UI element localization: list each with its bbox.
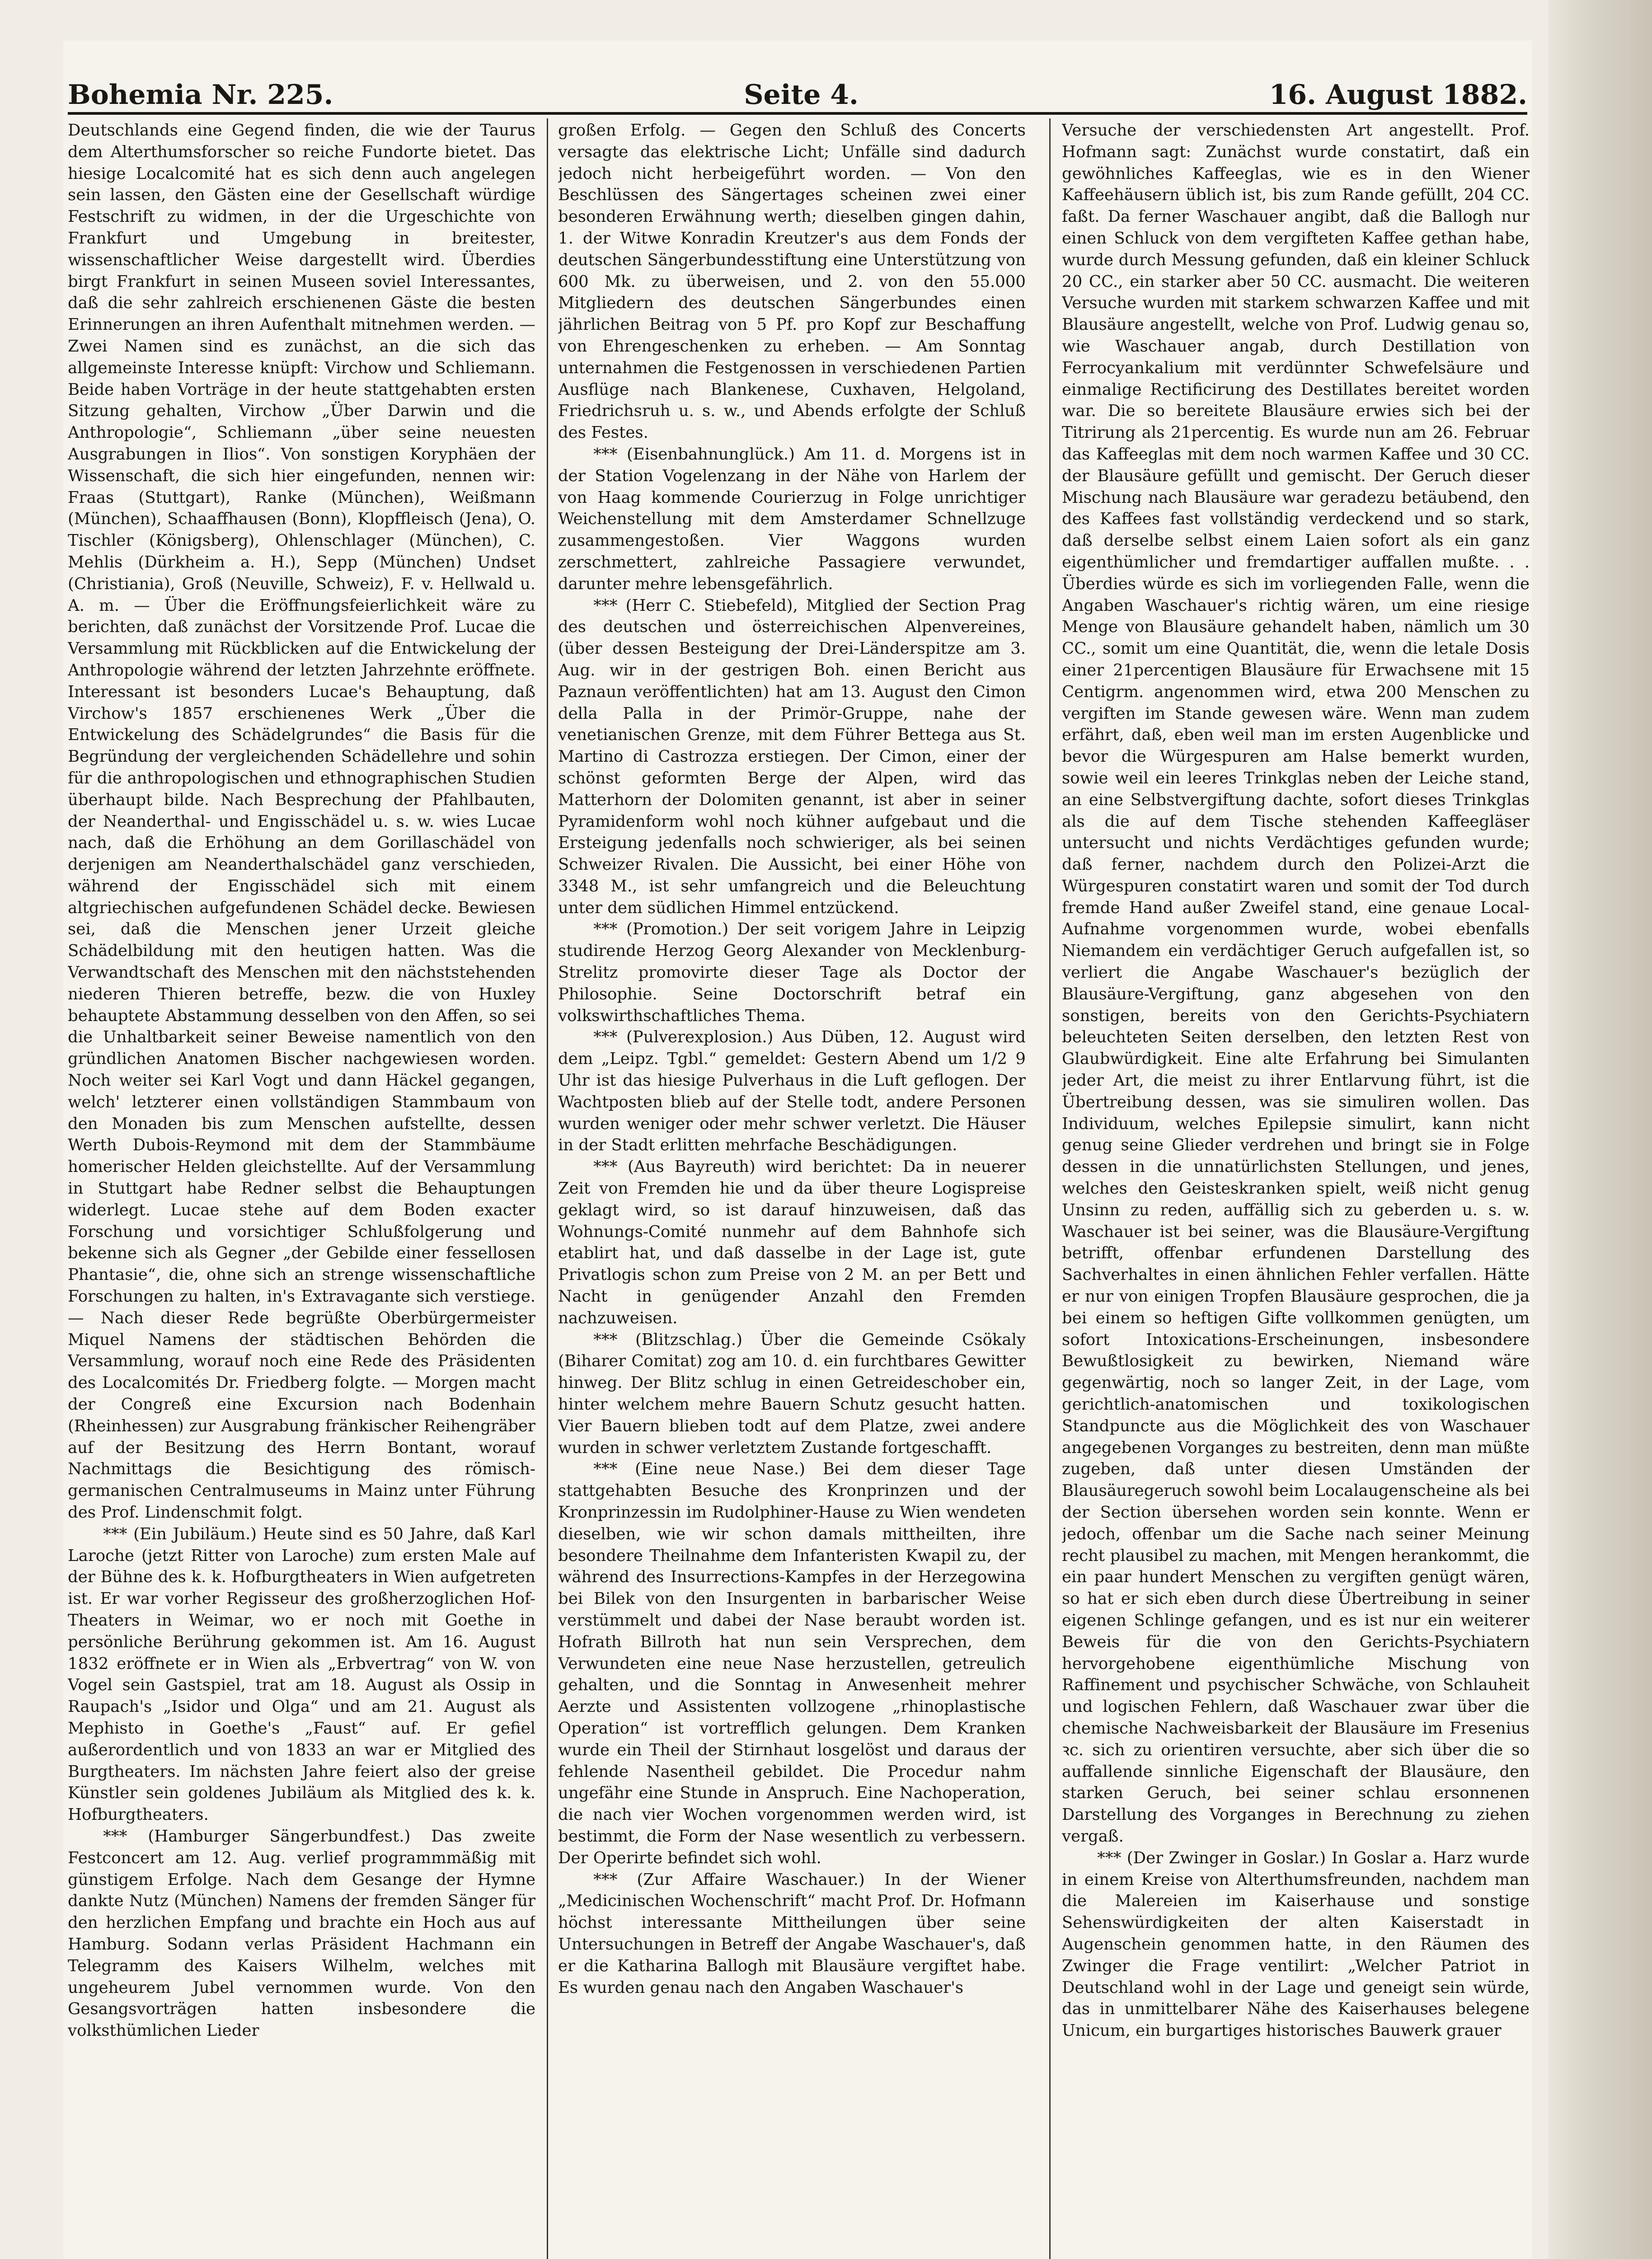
article-paragraph: *** (Eine neue Nase.) Bei dem dieser Tage stattgehabten Besuche des Kronprinzen und der Kronprinzessin im Rudolphiner-Hause zu Wien wendeten dieselben, wie wir schon damals mittheilten, ihre besondere Theilnahme dem Infanteristen Kwapil zu, der während des Insurrections-Kampfes in der Herzegowina bei Bilek von den Insurgenten in barbarischer Weise verstümmelt und dabei der Nase beraubt worden ist. Hofrath Billroth hat nun sein Versprechen, dem Verwundeten eine neue Nase herzustellen, getreulich gehalten, und die Sonntag in Anwesenheit mehrer Aerzte und Assistenten vollzogene „rhinoplastische Operation“ ist vortrefflich gelungen. Dem Kranken wurde ein Theil der Stirnhaut losgelöst und daraus der fehlende Nasentheil gebildet. Die Procedur nahm ungefähr eine Stunde in Anspruch. Eine Nachoperation, die nach vier Wochen vorgenommen werden wird, ist bestimmt, die Form der Nase wesentlich zu verbessern. Der Operirte befindet sich wohl. bbox=[558, 1460, 1026, 1867]
article-paragraph: *** (Herr C. Stiebefeld), Mitglied der Section Prag des deutschen und österreichischen Alpenvereines, (über dessen Besteigung der Drei-Länderspitze am 3. Aug. wir in der gestrigen Boh. einen Bericht aus Paznaun veröffentlichten) hat am 13. August den Cimon della Palla in der Primör-Gruppe, nahe der venetianischen Grenze, mit dem Führer Bettega aus St. Martino di Castrozza erstiegen. Der Cimon, einer der schönst geformten Berge der Alpen, wird das Matterhorn der Dolomiten genannt, ist aber in seiner Pyramidenform wohl noch kühner aufgebaut und die Ersteigung jedenfalls noch schwieriger, als bei seinen Schweizer Rivalen. Die Aussicht, bei einer Höhe von 3348 M., ist sehr umfangreich und die Beleuchtung unter dem südlichen Himmel entzückend. bbox=[558, 596, 1026, 917]
article-paragraph: *** (Ein Jubiläum.) Heute sind es 50 Jahre, daß Karl Laroche (jetzt Ritter von Laroche) zum ersten Male auf der Bühne des k. k. Hofburgtheaters in Wien aufgetreten ist. Er war vorher Regisseur des großherzoglichen Hof-Theaters in Weimar, wo er noch mit Goethe in persönliche Berührung gekommen ist. Am 16. August 1832 eröffnete er in Wien als „Erbvertrag“ von W. von Vogel sein Gastspiel, trat am 18. August als Ossip in Raupach's „Isidor und Olga“ und am 21. August als Mephisto in Goethe's „Faust“ auf. Er gefiel außerordentlich und von 1833 an war er Mitglied des Burgtheaters. Im nächsten Jahre feiert also der greise Künstler sein goldenes Jubiläum als Mitglied des k. k. Hofburgtheaters. bbox=[68, 1524, 535, 1824]
column-3 bbox=[1062, 120, 1530, 2259]
header-page-number: Seite 4. bbox=[744, 79, 859, 111]
article-paragraph: *** (Pulverexplosion.) Aus Düben, 12. August wird dem „Leipz. Tgbl.“ gemeldet: Gestern Abend um 1/2 9 Uhr ist das hiesige Pulverhaus in die Luft geflogen. Der Wachtposten blieb auf der Stelle todt, andere Personen wurden weniger oder mehr schwer verletzt. Die Häuser in der Stadt erlitten mehrfache Beschädigungen. bbox=[558, 1028, 1026, 1155]
article-paragraph: *** (Blitzschlag.) Über die Gemeinde Csökaly (Biharer Comitat) zog am 10. d. ein furchtbares Gewitter hinweg. Der Blitz schlug in einen Getreideschober ein, hinter welchem mehre Bauern Schutz gesucht hatten. Vier Bauern blieben todt auf dem Platze, zwei andere wurden in schwer verletztem Zustande fortgeschafft. bbox=[558, 1330, 1026, 1457]
article-paragraph: *** (Eisenbahnunglück.) Am 11. d. Morgens ist in der Station Vogelenzang in der Nähe von Harlem der von Haag kommende Courierzug in Folge unrichtiger Weichenstellung mit dem Amsterdamer Schnellzuge zusammengestoßen. Vier Waggons wurden zerschmettert, zahlreiche Passagiere verwundet, darunter mehre lebensgefährlich. bbox=[558, 445, 1026, 593]
column-1 bbox=[68, 120, 535, 2259]
article-paragraph: *** (Zur Affaire Waschauer.) In der Wiener „Medicinischen Wochenschrift“ macht Prof. Dr. Hofmann höchst interessante Mittheilungen über seine Untersuchungen in Betreff der Angabe Waschauer's, daß er die Katharina Ballogh mit Blausäure vergiftet habe. Es wurden genau nach den Angaben Waschauer's bbox=[558, 1870, 1026, 1997]
page-edge-shadow bbox=[1548, 0, 1652, 2259]
column-2 bbox=[558, 120, 1026, 2259]
article-paragraph: großen Erfolg. — Gegen den Schluß des Concerts versagte das elektrische Licht; Unfälle sind dadurch jedoch nicht herbeigeführt worden. — Von den Beschlüssen des Sängertages scheinen zwei einer besonderen Erwähnung werth; dieselben gingen dahin, 1. der Witwe Konradin Kreutzer's aus dem Fonds der deutschen Sängerbundesstiftung eine Unterstützung von 600 Mk. zu überweisen, und 2. von den 55.000 Mitgliedern des deutschen Sängerbundes einen jährlichen Beitrag von 5 Pf. pro Kopf zur Beschaffung von Ehrengeschenken zu erheben. — Am Sonntag unternahmen die Festgenossen in verschiedenen Partien Ausflüge nach Blankenese, Cuxhaven, Helgoland, Friedrichsruh u. s. w., und Abends erfolgte der Schluß des Festes. bbox=[558, 121, 1026, 442]
article-paragraph: Versuche der verschiedensten Art angestellt. Prof. Hofmann sagt: Zunächst wurde constatirt, daß ein gewöhnliches Kaffeeglas, wie es in den Wiener Kaffeehäusern üblich ist, bis zum Rande gefüllt, 204 CC. faßt. Da ferner Waschauer angibt, daß die Ballogh nur einen Schluck von dem vergifteten Kaffee gethan habe, wurde durch Messung gefunden, daß ein kleiner Schluck 20 CC., ein starker aber 50 CC. ausmacht. Die weiteren Versuche wurden mit starkem schwarzen Kaffee und mit Blausäure angestellt, welche von Prof. Ludwig genau so, wie Waschauer angab, durch Destillation von Ferrocyankalium mit verdünnter Schwefelsäure und einmalige Rectificirung des Destillates bereitet worden war. Die so bereitete Blausäure erwies sich bei der Titrirung als 21percentig. Es wurde nun am 26. Februar das Kaffeeglas mit dem noch warmen Kaffee und 30 CC. der Blausäure gefüllt und gemischt. Der Geruch dieser Mischung nach Blausäure war geradezu betäubend, den des Kaffees fast vollständig verdeckend und so stark, daß derselbe selbst einem Laien sofort als ein ganz eigenthümlicher und fremdartiger auffallen mußte. . . Überdies würde es sich im vorliegenden Falle, wenn die Angaben Waschauer's richtig wären, um eine riesige Menge von Blausäure gehandelt haben, nämlich um 30 CC., somit um eine Quantität, die, wenn die letale Dosis einer 21percentigen Blausäure für Erwachsene mit 15 Centigrm. angenommen wird, etwa 200 Menschen zu vergiften im Stande gewesen wäre. Wenn man zudem erfährt, daß, eben weil man im ersten Augenblicke und bevor die Würgespuren am Halse bemerkt wurden, sowie weil ein leeres Trinkglas neben der Leiche stand, an eine Selbstvergiftung dachte, sofort dieses Trinkglas als die auf dem Tische stehenden Kaffeegläser untersucht und nichts Verdächtiges gefunden wurde; daß ferner, nachdem durch den Polizei-Arzt die Würgespuren constatirt waren und somit der Tod durch fremde Hand außer Zweifel stand, eine genaue Local-Aufnahme vorgenommen wurde, wobei ebenfalls Niemandem ein verdächtiger Geruch aufgefallen ist, so verliert die Angabe Waschauer's bezüglich der Blausäure-Vergiftung, ganz abgesehen von den sonstigen, bereits von den Gerichts-Psychiatern beleuchteten Seiten derselben, den letzten Rest von Glaubwürdigkeit. Eine alte Erfahrung bei Simulanten jeder Art, die meist zu ihrer Entlarvung führt, ist die Übertreibung dessen, was sie simuliren wollen. Das Individuum, welches Epilepsie simulirt, kann nicht genug seine Glieder verdrehen und bringt sie in Folge dessen in die unnatürlichsten Stellungen, und jenes, welches den Geisteskranken spielt, weiß nicht genug Unsinn zu reden, auffällig sich zu geberden u. s. w. Waschauer ist bei seiner, was die Blausäure-Vergiftung betrifft, offenbar erfundenen Darstellung des Sachverhaltes in einen ähnlichen Fehler verfallen. Hätte er nur von einigen Tropfen Blausäure gesprochen, die ja bei einem so heftigen Gifte vollkommen genügten, um sofort Intoxications-Erscheinungen, insbesondere Bewußtlosigkeit zu bewirken, Niemand wäre gegenwärtig, noch so langer Zeit, in der Lage, vom gerichtlich-anatomischen und toxikologischen Standpuncte aus die Möglichkeit des von Waschauer angegebenen Vorganges zu bestreiten, denn man müßte zugeben, daß unter diesen Umständen der Blausäuregeruch sowohl beim Localaugenscheine als bei der Section übersehen worden sein konnte. Wenn er jedoch, offenbar um die Sache nach seiner Meinung recht plausibel zu machen, mit Mengen herankommt, die ein paar hundert Menschen zu vergiften genügt wären, so hat er sich eben durch diese Übertreibung in seiner eigenen Schlinge gefangen, und es ist nur ein weiterer Beweis für die von den Gerichts-Psychiatern hervorgehobene eigenthümliche Mischung von Raffinement und psychischer Schwäche, von Schlauheit und logischen Fehlern, daß Waschauer zwar über die chemische Nachweisbarkeit der Blausäure im Fresenius ꝛc. sich zu orientiren versuchte, aber sich über die so auffallende sinnliche Eigenschaft der Blausäure, den starken Geruch, bei seiner schlau ersonnenen Darstellung des Vorganges in Berechnung zu ziehen vergaß. bbox=[1062, 121, 1530, 1846]
article-paragraph: *** (Der Zwinger in Goslar.) In Goslar a. Harz wurde in einem Kreise von Alterthumsfreunden, nachdem man die Malereien im Kaiserhause und sonstige Sehenswürdigkeiten der alten Kaiserstadt in Augenschein genommen hatte, in den Räumen des Zwinger die Frage ventilirt: „Welcher Patriot in Deutschland wohl in der Lage und geneigt sein würde, das in unmittelbarer Nähe des Kaiserhauses belegene Unicum, ein burgartiges historisches Bauwerk grauer bbox=[1062, 1848, 1530, 2040]
column-divider-2 bbox=[1049, 118, 1051, 2259]
article-paragraph: Deutschlands eine Gegend finden, die wie der Taurus dem Alterthumsforscher so reiche Fundorte bietet. Das hiesige Localcomité hat es sich denn auch angelegen sein lassen, den Gästen eine der Gesellschaft würdige Festschrift zu widmen, in der die Urgeschichte von Frankfurt und Umgebung in breitester, wissenschaftlicher Weise dargestellt wird. Überdies birgt Frankfurt in seinen Museen soviel Interessantes, daß die sehr zahlreich erschienenen Gäste die besten Erinnerungen an ihren Aufenthalt mitnehmen werden. — Zwei Namen sind es zunächst, an die sich das allgemeinste Interesse knüpft: Virchow und Schliemann. Beide haben Vorträge in der heute stattgehabten ersten Sitzung gehalten, Virchow „Über Darwin und die Anthropologie“, Schliemann „über seine neuesten Ausgrabungen in Ilios“. Von sonstigen Koryphäen der Wissenschaft, die sich hier eingefunden, nennen wir: Fraas (Stuttgart), Ranke (München), Weißmann (München), Schaaffhausen (Bonn), Klopffleisch (Jena), O. Tischler (Königsberg), Ohlenschlager (München), C. Mehlis (Dürkheim a. H.), Sepp (München) Undset (Christiania), Groß (Neuville, Schweiz), F. v. Hellwald u. A. m. — Über die Eröffnungsfeierlichkeit wäre zu berichten, daß zunächst der Vorsitzende Prof. Lucae die Versammlung mit Rückblicken auf die Entwickelung der Anthropologie während der letzten Jahrzehnte eröffnete. Interessant ist besonders Lucae's Behauptung, daß Virchow's 1857 erschienenes Werk „Über die Entwickelung des Schädelgrundes“ die Basis für die Begründung der vergleichenden Schädellehre und sohin für die anthropologischen und ethnographischen Studien überhaupt bilde. Nach Besprechung der Pfahlbauten, der Neanderthal- und Engisschädel u. s. w. wies Lucae nach, daß die Erhöhung an dem Gorillaschädel von derjenigen am Neanderthalschädel ganz verschieden, während der Engisschädel sich mit einem altgriechischen aufgefundenen Schädel decke. Bewiesen sei, daß die Menschen jener Urzeit gleiche Schädelbildung mit den heutigen hatten. Was die Verwandtschaft des Menschen mit den nächststehenden niederen Thieren betreffe, bezw. die von Huxley behauptete Abstammung desselben von den Affen, so sei die Unhaltbarkeit seiner Beweise namentlich von den gründlichen Anatomen Bischer nachgewiesen worden. Noch weiter sei Karl Vogt und dann Häckel gegangen, welch' letzterer einen vollständigen Stammbaum von den Monaden bis zum Menschen aufstellte, dessen Werth Dubois-Reymond mit dem der Stammbäume homerischer Helden gleichstellte. Auf der Versammlung in Stuttgart habe Redner selbst die Behauptungen widerlegt. Lucae stehe auf dem Boden exacter Forschung und vorsichtiger Schlußfolgerung und bekenne sich als Gegner „der Gebilde einer fessellosen Phantasie“, die, ohne sich an strenge wissenschaftliche Forschungen zu halten, in's Extravagante sich verstiege. — Nach dieser Rede begrüßte Oberbürgermeister Miquel Namens der städtischen Behörden die Versammlung, worauf noch eine Rede des Präsidenten des Localcomités Dr. Friedberg folgte. — Morgen macht der Congreß eine Excursion nach Bodenhain (Rheinhessen) zur Ausgrabung fränkischer Reihengräber auf der Besitzung des Herrn Bontant, worauf Nachmittags die Besichtigung des römisch-germanischen Centralmuseums in Mainz unter Führung des Prof. Lindenschmit folgt. bbox=[68, 121, 535, 1522]
page-header bbox=[68, 61, 1527, 111]
header-date: 16. August 1882. bbox=[1269, 79, 1527, 111]
column-divider-1 bbox=[547, 118, 548, 2259]
article-paragraph: *** (Hamburger Sängerbundfest.) Das zweite Festconcert am 12. Aug. verlief programmmäßig mit günstigem Erfolge. Nach dem Gesange der Hymne dankte Nutz (München) Namens der fremden Sänger für den herzlichen Empfang und brachte ein Hoch aus auf Hamburg. Sodann verlas Präsident Hachmann ein Telegramm des Kaisers Wilhelm, welches mit ungeheurem Jubel vernommen wurde. Von den Gesangsvorträgen hatten insbesondere die volksthümlichen Lieder bbox=[68, 1827, 535, 2040]
header-rule bbox=[68, 112, 1527, 115]
article-paragraph: *** (Promotion.) Der seit vorigem Jahre in Leipzig studirende Herzog Georg Alexander von Mecklenburg-Strelitz promovirte dieser Tage als Doctor der Philosophie. Seine Doctorschrift betraf ein volkswirthschaftliches Thema. bbox=[558, 920, 1026, 1025]
header-paper-issue: Bohemia Nr. 225. bbox=[68, 79, 333, 111]
article-paragraph: *** (Aus Bayreuth) wird berichtet: Da in neuerer Zeit von Fremden hie und da über theure Logispreise geklagt wird, so ist darauf hinzuweisen, daß das Wohnungs-Comité nunmehr auf dem Bahnhofe sich etablirt hat, und daß dasselbe in der Lage ist, gute Privatlogis schon zum Preise von 2 M. an per Bett und Nacht in genügender Anzahl den Fremden nachzuweisen. bbox=[558, 1158, 1026, 1327]
